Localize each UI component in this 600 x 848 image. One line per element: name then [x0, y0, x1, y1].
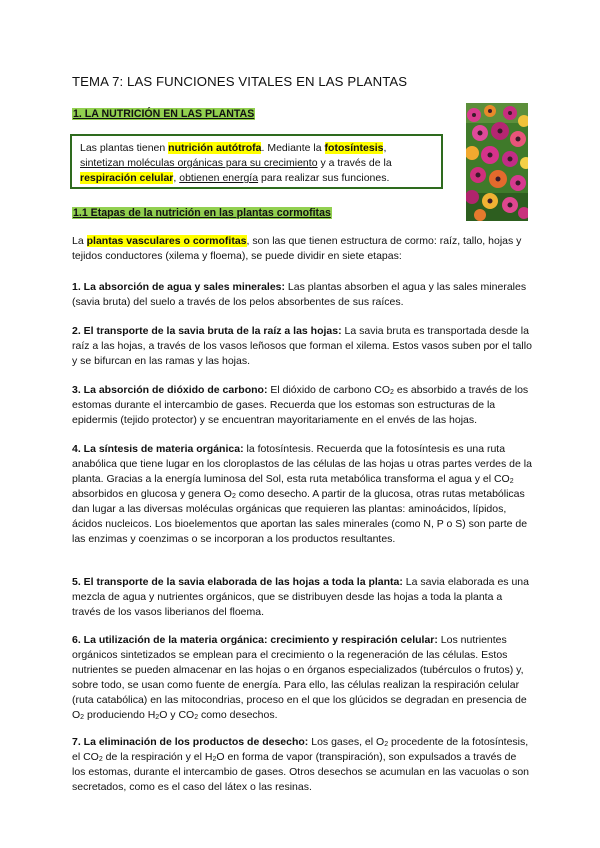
underline-energia: obtienen energía [179, 172, 259, 184]
subscript: 2 [194, 714, 199, 721]
subscript: 2 [231, 493, 236, 500]
subscript: 2 [155, 714, 160, 721]
step-text: Los nutrientes orgánicos sintetizados se emplean para el crecimiento o la regeneración de las células. Estos nutrientes se pueden almacenar en las hojas o en órganos especializados (tubérculos o frutos) y, sobre todo, se usan como fuente de energía. Para ello, las células realizan la respiración celular (ruta catabólica) en las mitocondrias, proceso en el que los glúcidos se degradan en presencia de O [72, 634, 527, 721]
step-text: de la respiración y el H [102, 751, 213, 763]
page-title: TEMA 7: LAS FUNCIONES VITALES EN LAS PLANTAS [72, 74, 408, 89]
step-text: como desechos. [198, 709, 278, 721]
highlight-respiracion: respiración celular [80, 172, 174, 184]
step-text: Las plantas absorben el agua y las sales minerales (savia bruta) del suelo a través de los pelos absorbentes de sus raíces. [72, 281, 527, 308]
subscript: 2 [384, 741, 389, 748]
step-text: El dióxido de carbono CO [267, 384, 391, 396]
step-text: la fotosíntesis. Recuerda que la fotosíntesis es una ruta anabólica que tiene lugar en los cloroplastos de las células de las hojas u otras partes verdes de la planta. Gracias a la energía luminosa del Sol, esta ruta metabólica transforma el agua y el CO [72, 443, 532, 485]
intro-text: , [173, 172, 180, 184]
step-text: procedente de la fotosíntesis, el CO [72, 736, 529, 763]
step-text: O en forma de vapor (transpiración), son expulsados a través de los estomas, durante el intercambio de gases. Otros desechos se acumulan en las vacuolas o son secretados, como es el caso del látex o las resinas. [72, 751, 530, 793]
subscript: 2 [98, 756, 103, 763]
step-text: La savia bruta es transportada desde la raíz a las hojas, a través de los vasos leñosos que forman el xilema. Estos vasos suben por el tallo y se bifurcan en las ramas y las hojas. [72, 325, 532, 367]
step-heading: 1. La absorción de agua y sales minerales: [72, 281, 286, 293]
step-text: La savia elaborada es una mezcla de agua y nutrientes orgánicos, que se distribuyen desde las hojas a toda la planta a través de los vasos liberianos del floema. [72, 576, 529, 618]
subscript: 2 [212, 756, 217, 763]
step-heading: 3. La absorción de dióxido de carbono: [72, 384, 268, 396]
highlight-fotosintesis: fotosíntesis [324, 142, 384, 154]
step-4 [72, 442, 532, 547]
flowers-photo [466, 103, 528, 221]
step-heading: 7. La eliminación de los productos de desecho: [72, 736, 309, 748]
step-heading: 6. La utilización de la materia orgánica: crecimiento y respiración celular: [72, 634, 438, 646]
step-heading: 4. La síntesis de materia orgánica: [72, 443, 244, 455]
step-text: como desecho. A partir de la glucosa, otras rutas metabólicas dan lugar a las diversas moléculas orgánicas que requieren las plantas: aminoácidos, lípidos, ácidos nucleicos. Los bioelementos que aportan las sales minerales (como N, P o S) son parte de las enzimas y coenzimas o se incorporan a los productos resultantes. [72, 488, 528, 545]
step-text: produciendo H [84, 709, 156, 721]
para-text: La [72, 235, 87, 247]
intro-text: para realizar sus funciones. [258, 172, 390, 184]
step-5 [72, 575, 532, 620]
step-text: Los gases, el O [308, 736, 385, 748]
intro-paragraph [72, 234, 532, 264]
step-6 [72, 633, 532, 723]
para-text: , son las que tienen estructura de cormo: raíz, tallo, hojas y tejidos conductores (xilema y floema), se puede dividir en siete etapas: [72, 235, 522, 262]
section-heading: 1. LA NUTRICIÓN EN LAS PLANTAS [73, 108, 255, 120]
step-text: absorbidos en glucosa y genera O [72, 488, 232, 500]
step-text: O y CO [159, 709, 195, 721]
intro-text: y a través de la [317, 157, 392, 169]
subscript: 2 [509, 478, 514, 485]
subsection-heading: 1.1 Etapas de la nutrición en las plantas cormofitas [73, 207, 331, 219]
intro-text: . Mediante la [261, 142, 325, 154]
underline-sintetizan: sintetizan moléculas orgánicas para su crecimiento [80, 157, 318, 169]
intro-text: , [383, 142, 387, 154]
step-text: es absorbido a través de los estomas durante el intercambio de gases. Recuerda que los estomas son estructuras de la epidermis (tejido protector) y se encuentran mayoritariamente en el envés de las hojas. [72, 384, 529, 426]
subscript: 2 [80, 714, 85, 721]
step-7 [72, 735, 532, 795]
intro-text: Las plantas tienen [80, 142, 169, 154]
step-2 [72, 324, 532, 369]
intro-box [70, 134, 443, 189]
step-3 [72, 383, 532, 428]
step-heading: 2. El transporte de la savia bruta de la raíz a las hojas: [72, 325, 342, 337]
step-1 [72, 280, 532, 310]
subscript: 2 [390, 389, 394, 396]
highlight-cormofitas: plantas vasculares o cormofitas [86, 235, 247, 247]
highlight-nutricion: nutrición autótrofa [168, 142, 262, 154]
step-heading: 5. El transporte de la savia elaborada de las hojas a toda la planta: [72, 576, 403, 588]
